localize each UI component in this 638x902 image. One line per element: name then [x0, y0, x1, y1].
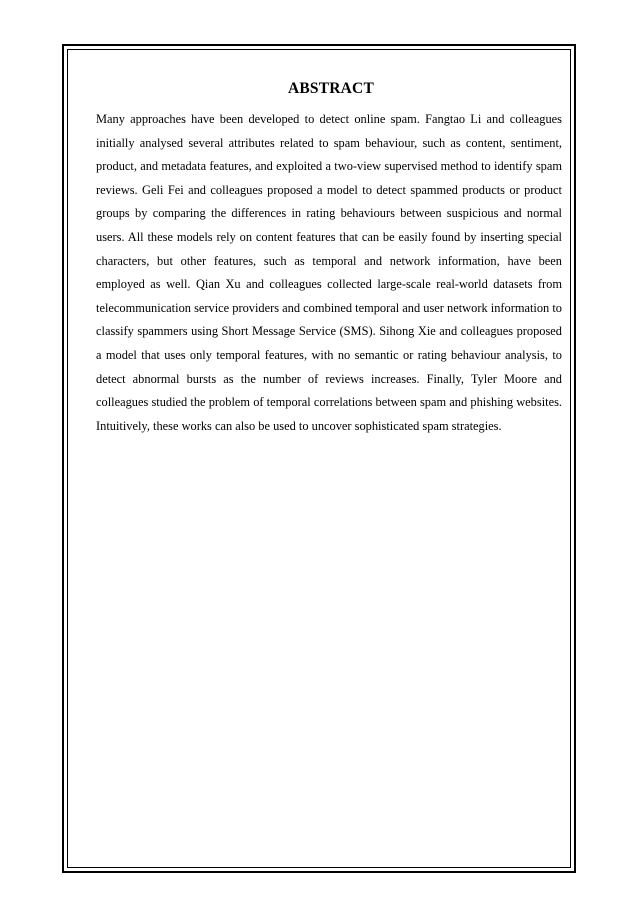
- abstract-body: Many approaches have been developed to detect online spam. Fangtao Li and colleagues initially analysed several attributes related to spam behaviour, such as content, sentiment, product, and metadata features, and exploited a two-view supervised method to identify spam reviews. Geli Fei and colleagues proposed a model to detect spammed products or product groups by comparing the differences in rating behaviours between suspicious and normal users. All these models rely on content features that can be easily found by inserting special characters, but other features, such as temporal and network information, have been employed as well. Qian Xu and colleagues collected large-scale real-world datasets from telecommunication service providers and combined temporal and user network information to classify spammers using Short Message Service (SMS). Sihong Xie and colleagues proposed a model that uses only temporal features, with no semantic or rating behaviour analysis, to detect abnormal bursts as the number of reviews increases. Finally, Tyler Moore and colleagues studied the problem of temporal correlations between spam and phishing websites. Intuitively, these works can also be used to uncover sophisticated spam strategies.: [96, 112, 562, 433]
- abstract-section: [96, 80, 562, 438]
- abstract-title: ABSTRACT: [287, 80, 374, 97]
